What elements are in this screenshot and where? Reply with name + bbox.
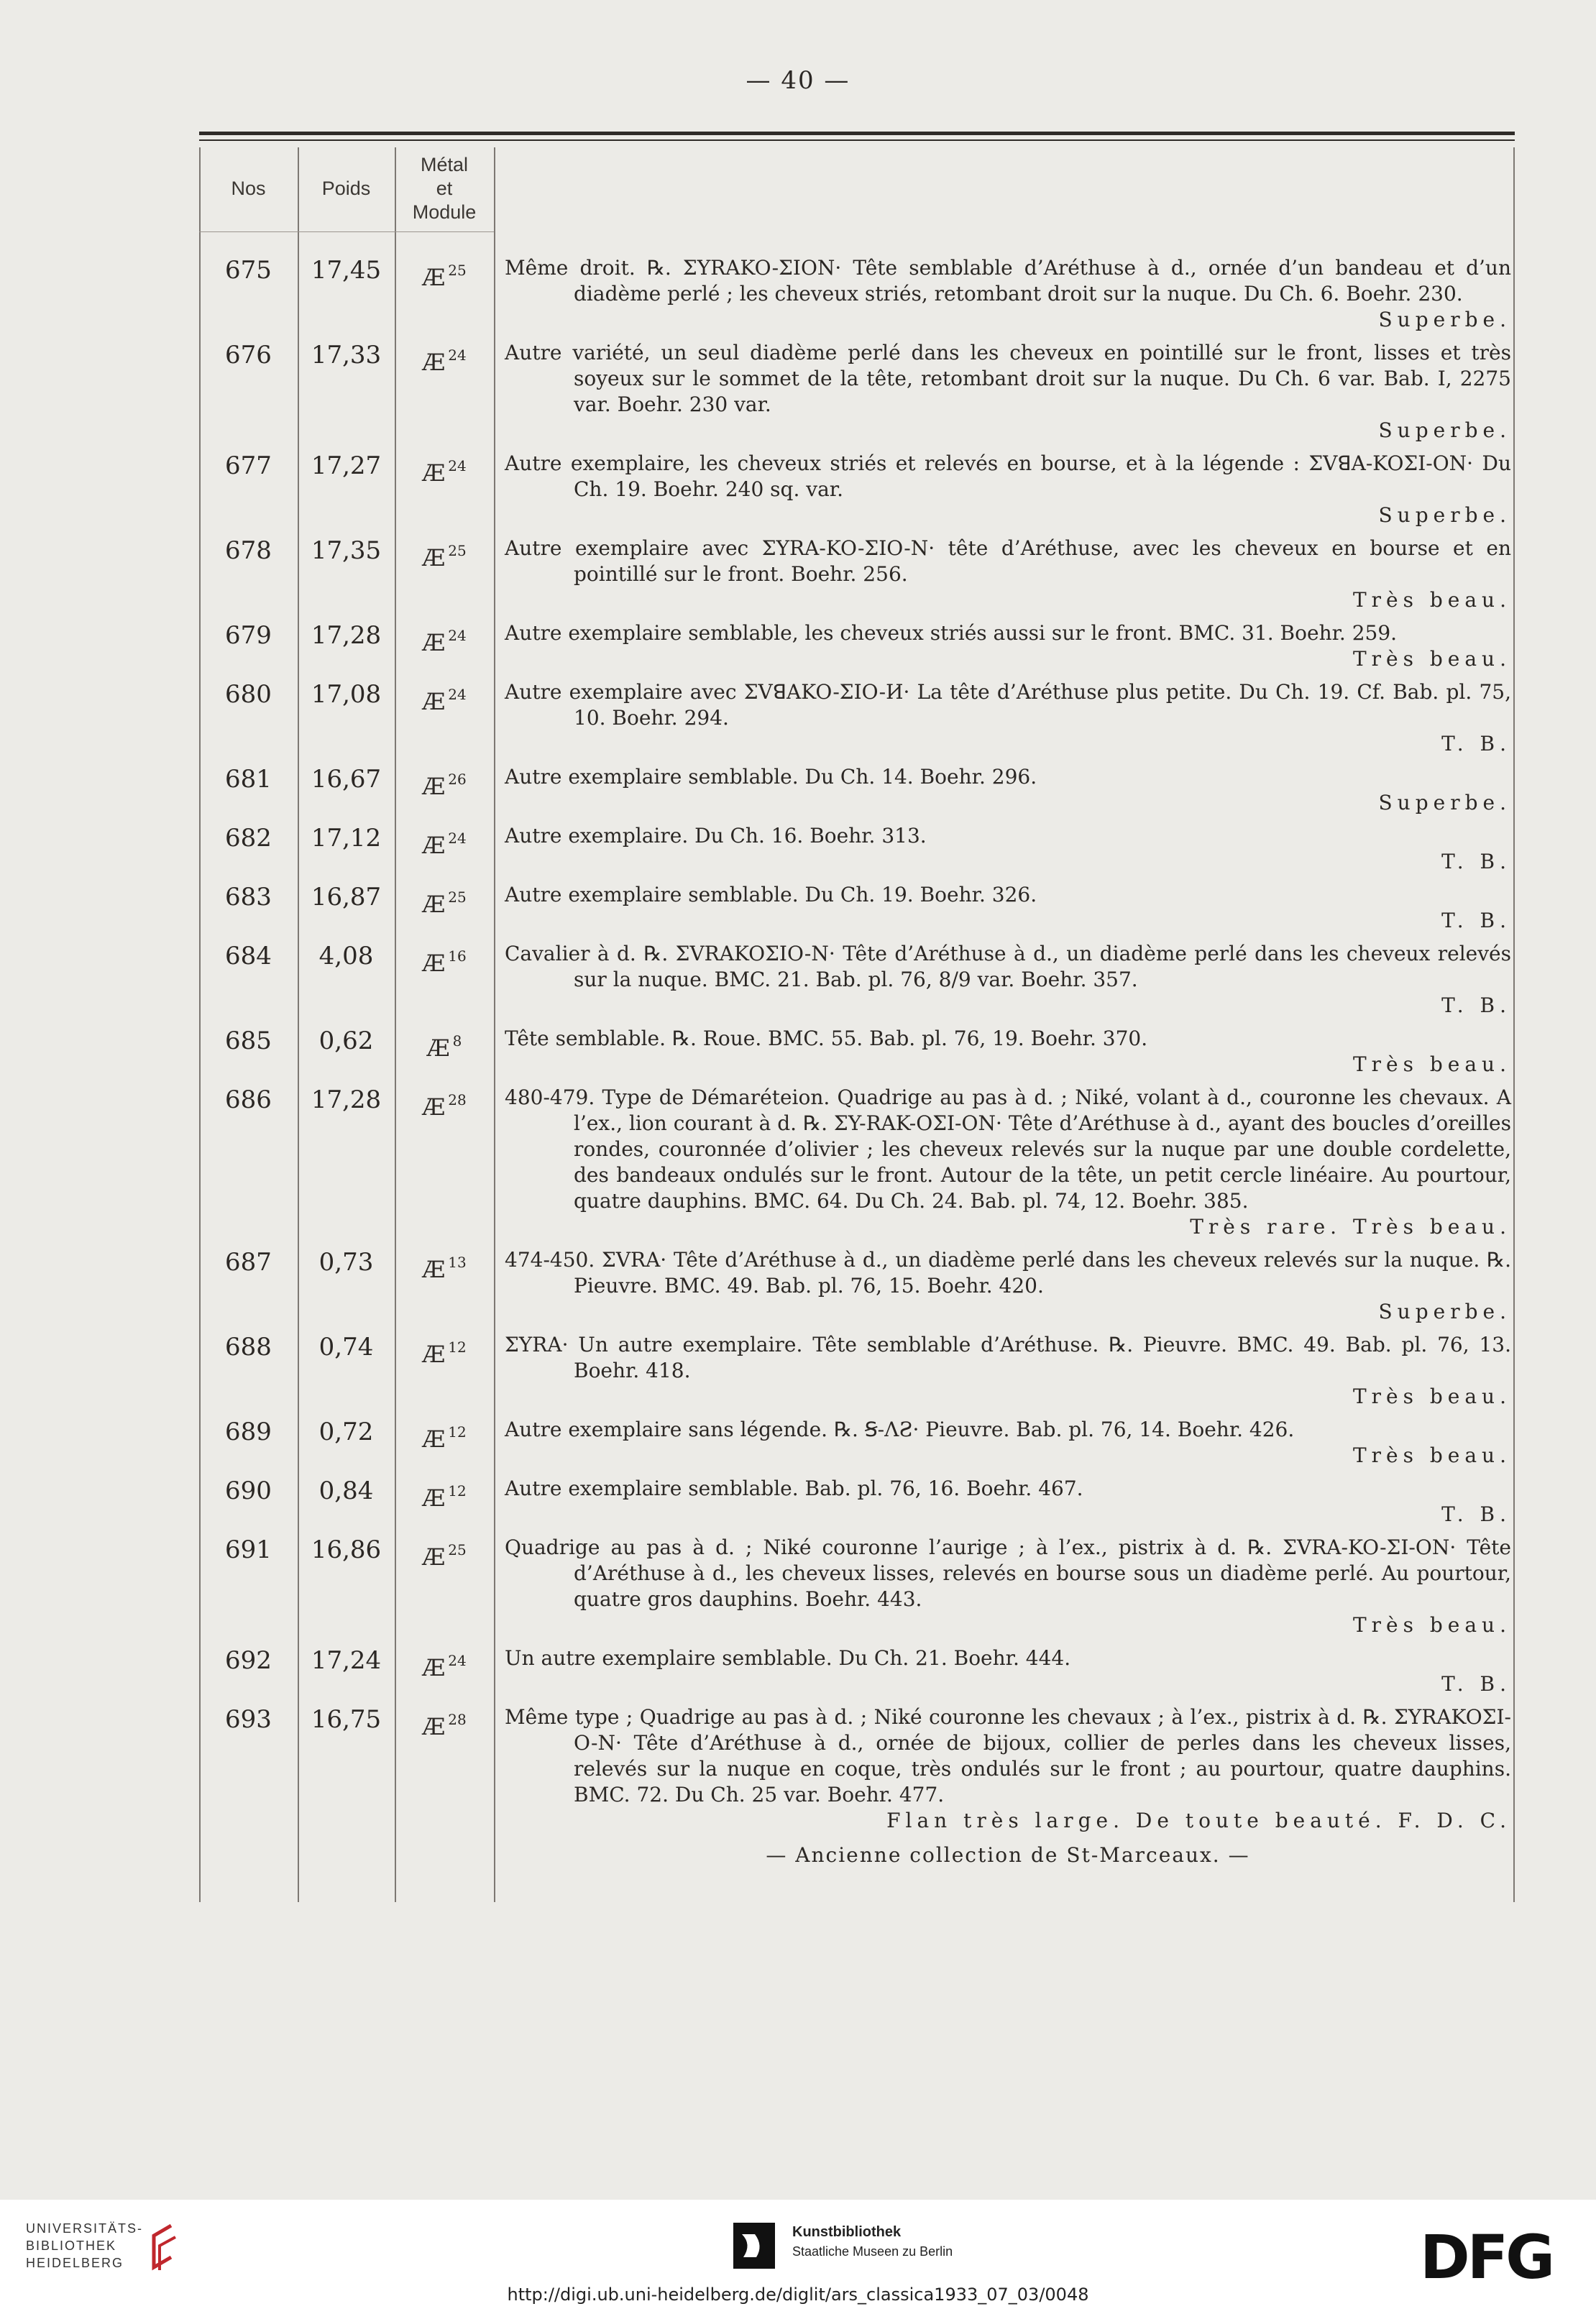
catalog-entry <box>199 823 1515 875</box>
entry-grade: T. B. <box>1441 1672 1511 1696</box>
catalog-entry <box>199 1417 1515 1469</box>
entry-module: 24 <box>448 627 467 644</box>
entry-metal <box>395 1535 494 1572</box>
entry-grade: Très rare. Très beau. <box>1190 1215 1511 1239</box>
entry-metal-symbol: Æ <box>422 1093 446 1121</box>
entry-weight: 0,74 <box>318 1333 374 1362</box>
entry-number: 690 <box>225 1477 272 1505</box>
entry-weight: 16,75 <box>311 1705 382 1734</box>
entry-number: 677 <box>225 451 272 480</box>
university-library-logo[interactable] <box>26 2220 198 2292</box>
header-no-label: Nos <box>231 178 266 199</box>
entry-metal <box>395 1332 494 1369</box>
entry-weight: 17,28 <box>311 621 382 650</box>
entry-weight: 17,35 <box>311 536 382 565</box>
entry-grade: Très beau. <box>1352 1443 1511 1467</box>
entry-module: 12 <box>448 1423 467 1441</box>
header-et-label: et <box>436 178 453 199</box>
entry-grade: T. B. <box>1441 909 1511 932</box>
entry-description <box>505 255 1511 333</box>
catalog-entry <box>199 1645 1515 1697</box>
entry-number: 678 <box>225 536 272 565</box>
entry-metal <box>395 823 494 860</box>
entry-text: Même droit. ℞. ΣYRAKO-ΣION· Tête semblable d’Aréthuse à d., ornée d’un bandeau et d’un diadème perlé ; les cheveux striés, retombant droit sur la nuque. Du Ch. 6. Boehr. 230. <box>505 256 1511 306</box>
entry-description <box>505 1476 1511 1528</box>
entry-module: 25 <box>448 889 467 906</box>
entry-number: 683 <box>225 883 272 912</box>
catalog-entry <box>199 1026 1515 1078</box>
entry-weight: 0,84 <box>318 1477 374 1505</box>
entry-metal-symbol: Æ <box>422 950 446 977</box>
catalog-entry <box>199 679 1515 757</box>
entry-number: 688 <box>225 1333 272 1362</box>
entry-text: Autre exemplaire semblable. Du Ch. 14. Boehr. 296. <box>505 765 1037 789</box>
entry-description <box>505 1247 1511 1325</box>
catalog-entry <box>199 451 1515 528</box>
entry-text: Autre exemplaire semblable, les cheveux striés aussi sur le front. BMC. 31. Boehr. 259. <box>505 621 1398 645</box>
entry-text: Tête semblable. ℞. Roue. BMC. 55. Bab. pl. 76, 19. Boehr. 370. <box>505 1027 1148 1050</box>
entry-text: Même type ; Quadrige au pas à d. ; Niké couronne les chevaux ; à l’ex., pistrix à d. ℞. ΣYRAKOΣI-O-N· Tête d’Aréthuse à d., ornée de bijoux, collier de perles dans les cheveux lisses, relevés sur la nuque en coque, très ondulés sur le front ; au pourtour, quatre dauphins. BMC. 72. Du Ch. 25 var. Boehr. 477. <box>505 1705 1511 1806</box>
entry-weight: 16,67 <box>311 765 382 794</box>
entry-description <box>505 679 1511 757</box>
museen-label: Staatliche Museen zu Berlin <box>792 2244 953 2259</box>
entry-text: Autre exemplaire semblable. Du Ch. 19. Boehr. 326. <box>505 883 1037 906</box>
catalog-entry <box>199 1247 1515 1325</box>
entry-number: 686 <box>225 1085 272 1114</box>
catalog-table <box>199 132 1515 1902</box>
entry-metal <box>395 451 494 488</box>
entry-metal-symbol: Æ <box>422 349 446 376</box>
catalog-entry <box>199 340 1515 444</box>
entry-metal <box>395 941 494 978</box>
entry-weight: 17,45 <box>311 256 382 285</box>
entry-text: Un autre exemplaire semblable. Du Ch. 21. Boehr. 444. <box>505 1646 1071 1670</box>
entry-metal-symbol: Æ <box>422 1543 446 1571</box>
entry-grade: Superbe. <box>1378 1300 1511 1323</box>
entry-metal-symbol: Æ <box>422 1484 446 1512</box>
catalog-entry <box>199 1085 1515 1240</box>
entry-text: Autre exemplaire. Du Ch. 16. Boehr. 313. <box>505 824 927 848</box>
header-no <box>199 147 298 230</box>
entry-number: 681 <box>225 765 272 794</box>
entry-module: 13 <box>448 1254 467 1271</box>
entry-grade: Très beau. <box>1352 1385 1511 1408</box>
entry-weight: 17,08 <box>311 680 382 709</box>
entry-module: 28 <box>448 1711 467 1728</box>
entry-grade: Très beau. <box>1352 647 1511 671</box>
entry-description <box>505 536 1511 613</box>
entry-number: 687 <box>225 1248 272 1277</box>
entry-metal-symbol: Æ <box>426 1034 450 1062</box>
entry-grade: Très beau. <box>1352 1613 1511 1637</box>
entry-module: 24 <box>448 830 467 847</box>
entry-number: 680 <box>225 680 272 709</box>
entry-description <box>505 1332 1511 1410</box>
header-poids-label: Poids <box>321 178 371 199</box>
entry-weight: 17,24 <box>311 1646 382 1675</box>
entry-number: 693 <box>225 1705 272 1734</box>
entry-grade: Très beau. <box>1352 588 1511 612</box>
entry-metal-symbol: Æ <box>422 891 446 918</box>
entry-grade: T. B. <box>1441 732 1511 756</box>
catalog-entry <box>199 536 1515 613</box>
entry-description <box>505 1417 1511 1469</box>
entry-metal <box>395 255 494 293</box>
entry-weight: 16,87 <box>311 883 382 912</box>
entry-metal-symbol: Æ <box>422 1654 446 1681</box>
entry-text: Autre exemplaire, les cheveux striés et relevés en bourse, et à la légende : ΣVꓭA-KOΣI-ON· Du Ch. 19. Boehr. 240 sq. var. <box>505 451 1511 501</box>
entry-text: Autre variété, un seul diadème perlé dans les cheveux en pointillé sur le front, lisses et très soyeux sur le sommet de la tête, retombant droit sur la nuque. Du Ch. 6 var. Bab. I, 2275 var. Boehr. 230 var. <box>505 341 1511 416</box>
entry-description <box>505 764 1511 816</box>
catalog-entry <box>199 1476 1515 1528</box>
entry-grade: Superbe. <box>1378 503 1511 527</box>
entry-weight: 17,12 <box>311 824 382 853</box>
entry-description <box>505 620 1511 672</box>
header-underline <box>199 231 494 232</box>
entry-description <box>505 1704 1511 1834</box>
entry-metal-symbol: Æ <box>422 264 446 291</box>
catalog-entry <box>199 255 1515 333</box>
header-metal <box>395 147 494 230</box>
entry-text: 474-450. ΣVRA· Tête d’Aréthuse à d., un diadème perlé dans les cheveux relevés sur la nuque. ℞. Pieuvre. BMC. 49. Bab. pl. 76, 15. Boehr. 420. <box>505 1248 1511 1298</box>
entry-grade: T. B. <box>1441 850 1511 873</box>
entry-metal-symbol: Æ <box>422 1256 446 1283</box>
entry-grade: Superbe. <box>1378 418 1511 442</box>
entry-metal <box>395 340 494 377</box>
entry-number: 692 <box>225 1646 272 1675</box>
entry-module: 12 <box>448 1339 467 1356</box>
entries-list <box>199 255 1515 1870</box>
entry-metal <box>395 1645 494 1683</box>
entry-description <box>505 823 1511 875</box>
entry-grade: Flan très large. De toute beauté. F. D. C. <box>886 1809 1511 1832</box>
entry-grade: Superbe. <box>1378 308 1511 331</box>
entry-weight: 0,62 <box>318 1027 374 1055</box>
entry-module: 24 <box>448 686 467 703</box>
entry-text: Autre exemplaire avec ΣYRA-KO-ΣIO-N· tête d’Aréthuse, avec les cheveux en bourse et en pointillé sur le front. Boehr. 256. <box>505 536 1511 586</box>
entry-grade: Très beau. <box>1352 1052 1511 1076</box>
university-line-2: BIBLIOTHEK <box>26 2239 117 2253</box>
entry-metal <box>395 1417 494 1454</box>
catalog-entry <box>199 941 1515 1019</box>
entry-number: 676 <box>225 341 272 369</box>
entry-weight: 0,73 <box>318 1248 374 1277</box>
entry-grade: T. B. <box>1441 1502 1511 1526</box>
entry-module: 16 <box>448 947 467 965</box>
catalog-entry <box>199 882 1515 934</box>
university-line-3: HEIDELBERG <box>26 2256 124 2270</box>
page-number: — 40 — <box>746 66 850 95</box>
header-rule-thick <box>199 132 1515 135</box>
entry-grade: T. B. <box>1441 993 1511 1017</box>
entry-grade: Superbe. <box>1378 791 1511 814</box>
entry-description <box>505 1645 1511 1697</box>
provenance-note: — Ancienne collection de St-Marceaux. — <box>766 1843 1250 1867</box>
entry-metal-symbol: Æ <box>422 459 446 487</box>
catalog-entry <box>199 1704 1515 1834</box>
entry-module: 25 <box>448 542 467 559</box>
entry-number: 684 <box>225 942 272 970</box>
entry-weight: 4,08 <box>318 942 374 970</box>
catalog-entry <box>199 1535 1515 1638</box>
entry-module: 24 <box>448 346 467 364</box>
entry-metal-symbol: Æ <box>422 1425 446 1453</box>
entry-description <box>505 1026 1511 1078</box>
entry-description <box>505 1085 1511 1240</box>
entry-description <box>505 340 1511 444</box>
entry-text: Quadrige au pas à d. ; Niké couronne l’aurige ; à l’ex., pistrix à d. ℞. ΣVRA-KO-ΣI-ON· Tête d’Aréthuse à d., les cheveux lisses, relevés en bourse sous un diadème perlé. Au pourtour, quatre gros dauphins. Boehr. 443. <box>505 1535 1511 1611</box>
entry-metal <box>395 1704 494 1742</box>
entry-module: 25 <box>448 1541 467 1558</box>
entry-text: Cavalier à d. ℞. ΣVRAKOΣIO-N· Tête d’Aréthuse à d., un diadème perlé dans les cheveux relevés sur la nuque. BMC. 21. Bab. pl. 76, 8/9 var. Boehr. 357. <box>505 942 1511 991</box>
entry-metal-symbol: Æ <box>422 544 446 571</box>
page-url[interactable]: http://digi.ub.uni-heidelberg.de/diglit/ars_classica1933_07_03/0048 <box>507 2285 1089 2305</box>
dfg-logo[interactable]: DFG <box>1420 2222 1553 2292</box>
entry-metal-symbol: Æ <box>422 1341 446 1368</box>
entry-metal-symbol: Æ <box>422 1713 446 1740</box>
entry-module: 26 <box>448 771 467 788</box>
kunstbibliothek-label: Kunstbibliothek <box>792 2224 902 2240</box>
entry-text: Autre exemplaire semblable. Bab. pl. 76, 16. Boehr. 467. <box>505 1477 1083 1500</box>
entry-module: 24 <box>448 457 467 474</box>
entry-weight: 17,27 <box>311 451 382 480</box>
header-metal-label: Métal <box>420 154 469 175</box>
entry-metal-symbol: Æ <box>422 629 446 656</box>
entry-text: Autre exemplaire sans légende. ℞. Ꞩ-ΛƧ· Pieuvre. Bab. pl. 76, 14. Boehr. 426. <box>505 1418 1295 1441</box>
entry-metal <box>395 679 494 717</box>
entry-metal <box>395 1026 494 1063</box>
entry-number: 691 <box>225 1535 272 1564</box>
entry-metal <box>395 1476 494 1513</box>
entry-metal <box>395 764 494 802</box>
entry-metal-symbol: Æ <box>422 773 446 800</box>
entry-module: 28 <box>448 1091 467 1108</box>
entry-metal <box>395 882 494 919</box>
catalog-entry <box>199 620 1515 672</box>
header-rule-thin <box>199 139 1515 141</box>
entry-metal <box>395 1085 494 1122</box>
kunstbibliothek-logo[interactable] <box>728 2220 1001 2270</box>
entry-module: 24 <box>448 1652 467 1669</box>
entry-number: 682 <box>225 824 272 853</box>
entry-number: 675 <box>225 256 272 285</box>
header-poids <box>298 147 395 230</box>
entry-metal-symbol: Æ <box>422 832 446 859</box>
entry-metal <box>395 620 494 658</box>
entry-number: 689 <box>225 1418 272 1446</box>
entry-description <box>505 941 1511 1019</box>
university-line-1: UNIVERSITÄTS- <box>26 2221 144 2236</box>
entry-number: 679 <box>225 621 272 650</box>
entry-number: 685 <box>225 1027 272 1055</box>
entry-module: 12 <box>448 1482 467 1500</box>
entry-weight: 0,72 <box>318 1418 374 1446</box>
entry-text: Autre exemplaire avec ΣVꓭAKO-ΣIO-И· La tête d’Aréthuse plus petite. Du Ch. 19. Cf. Bab. pl. 75, 10. Boehr. 294. <box>505 680 1511 730</box>
entry-text: ΣYRA· Un autre exemplaire. Tête semblable d’Aréthuse. ℞. Pieuvre. BMC. 49. Bab. pl. 76, 13. Boehr. 418. <box>505 1333 1511 1382</box>
entry-module: 8 <box>452 1032 462 1050</box>
entry-description <box>505 882 1511 934</box>
header-module-label: Module <box>412 201 477 223</box>
entry-weight: 16,86 <box>311 1535 382 1564</box>
entry-description <box>505 451 1511 528</box>
catalog-entry <box>199 1332 1515 1410</box>
entry-weight: 17,28 <box>311 1085 382 1114</box>
entry-description <box>505 1535 1511 1638</box>
catalog-entry <box>199 764 1515 816</box>
kunstbibliothek-emblem-icon <box>728 2220 781 2272</box>
university-emblem-icon <box>147 2223 178 2273</box>
entry-text: 480-479. Type de Démaréteion. Quadrige au pas à d. ; Niké, volant à d., couronne les chevaux. A l’ex., lion courant à d. ℞. ΣY-RAK-OΣI-ON· Tête d’Aréthuse à d., ayant des boucles d’oreilles rondes, couronnée d’olivier ; les cheveux relevés sur la nuque par une double cordelette, des bandeaux ondulés sur le front. Autour de la tête, un petit cercle linéaire. Au pourtour, quatre dauphins. BMC. 64. Du Ch. 24. Bab. pl. 74, 12. Boehr. 385. <box>505 1085 1511 1213</box>
entry-weight: 17,33 <box>311 341 382 369</box>
entry-module: 25 <box>448 262 467 279</box>
entry-metal <box>395 1247 494 1285</box>
entry-metal-symbol: Æ <box>422 688 446 715</box>
entry-metal <box>395 536 494 573</box>
